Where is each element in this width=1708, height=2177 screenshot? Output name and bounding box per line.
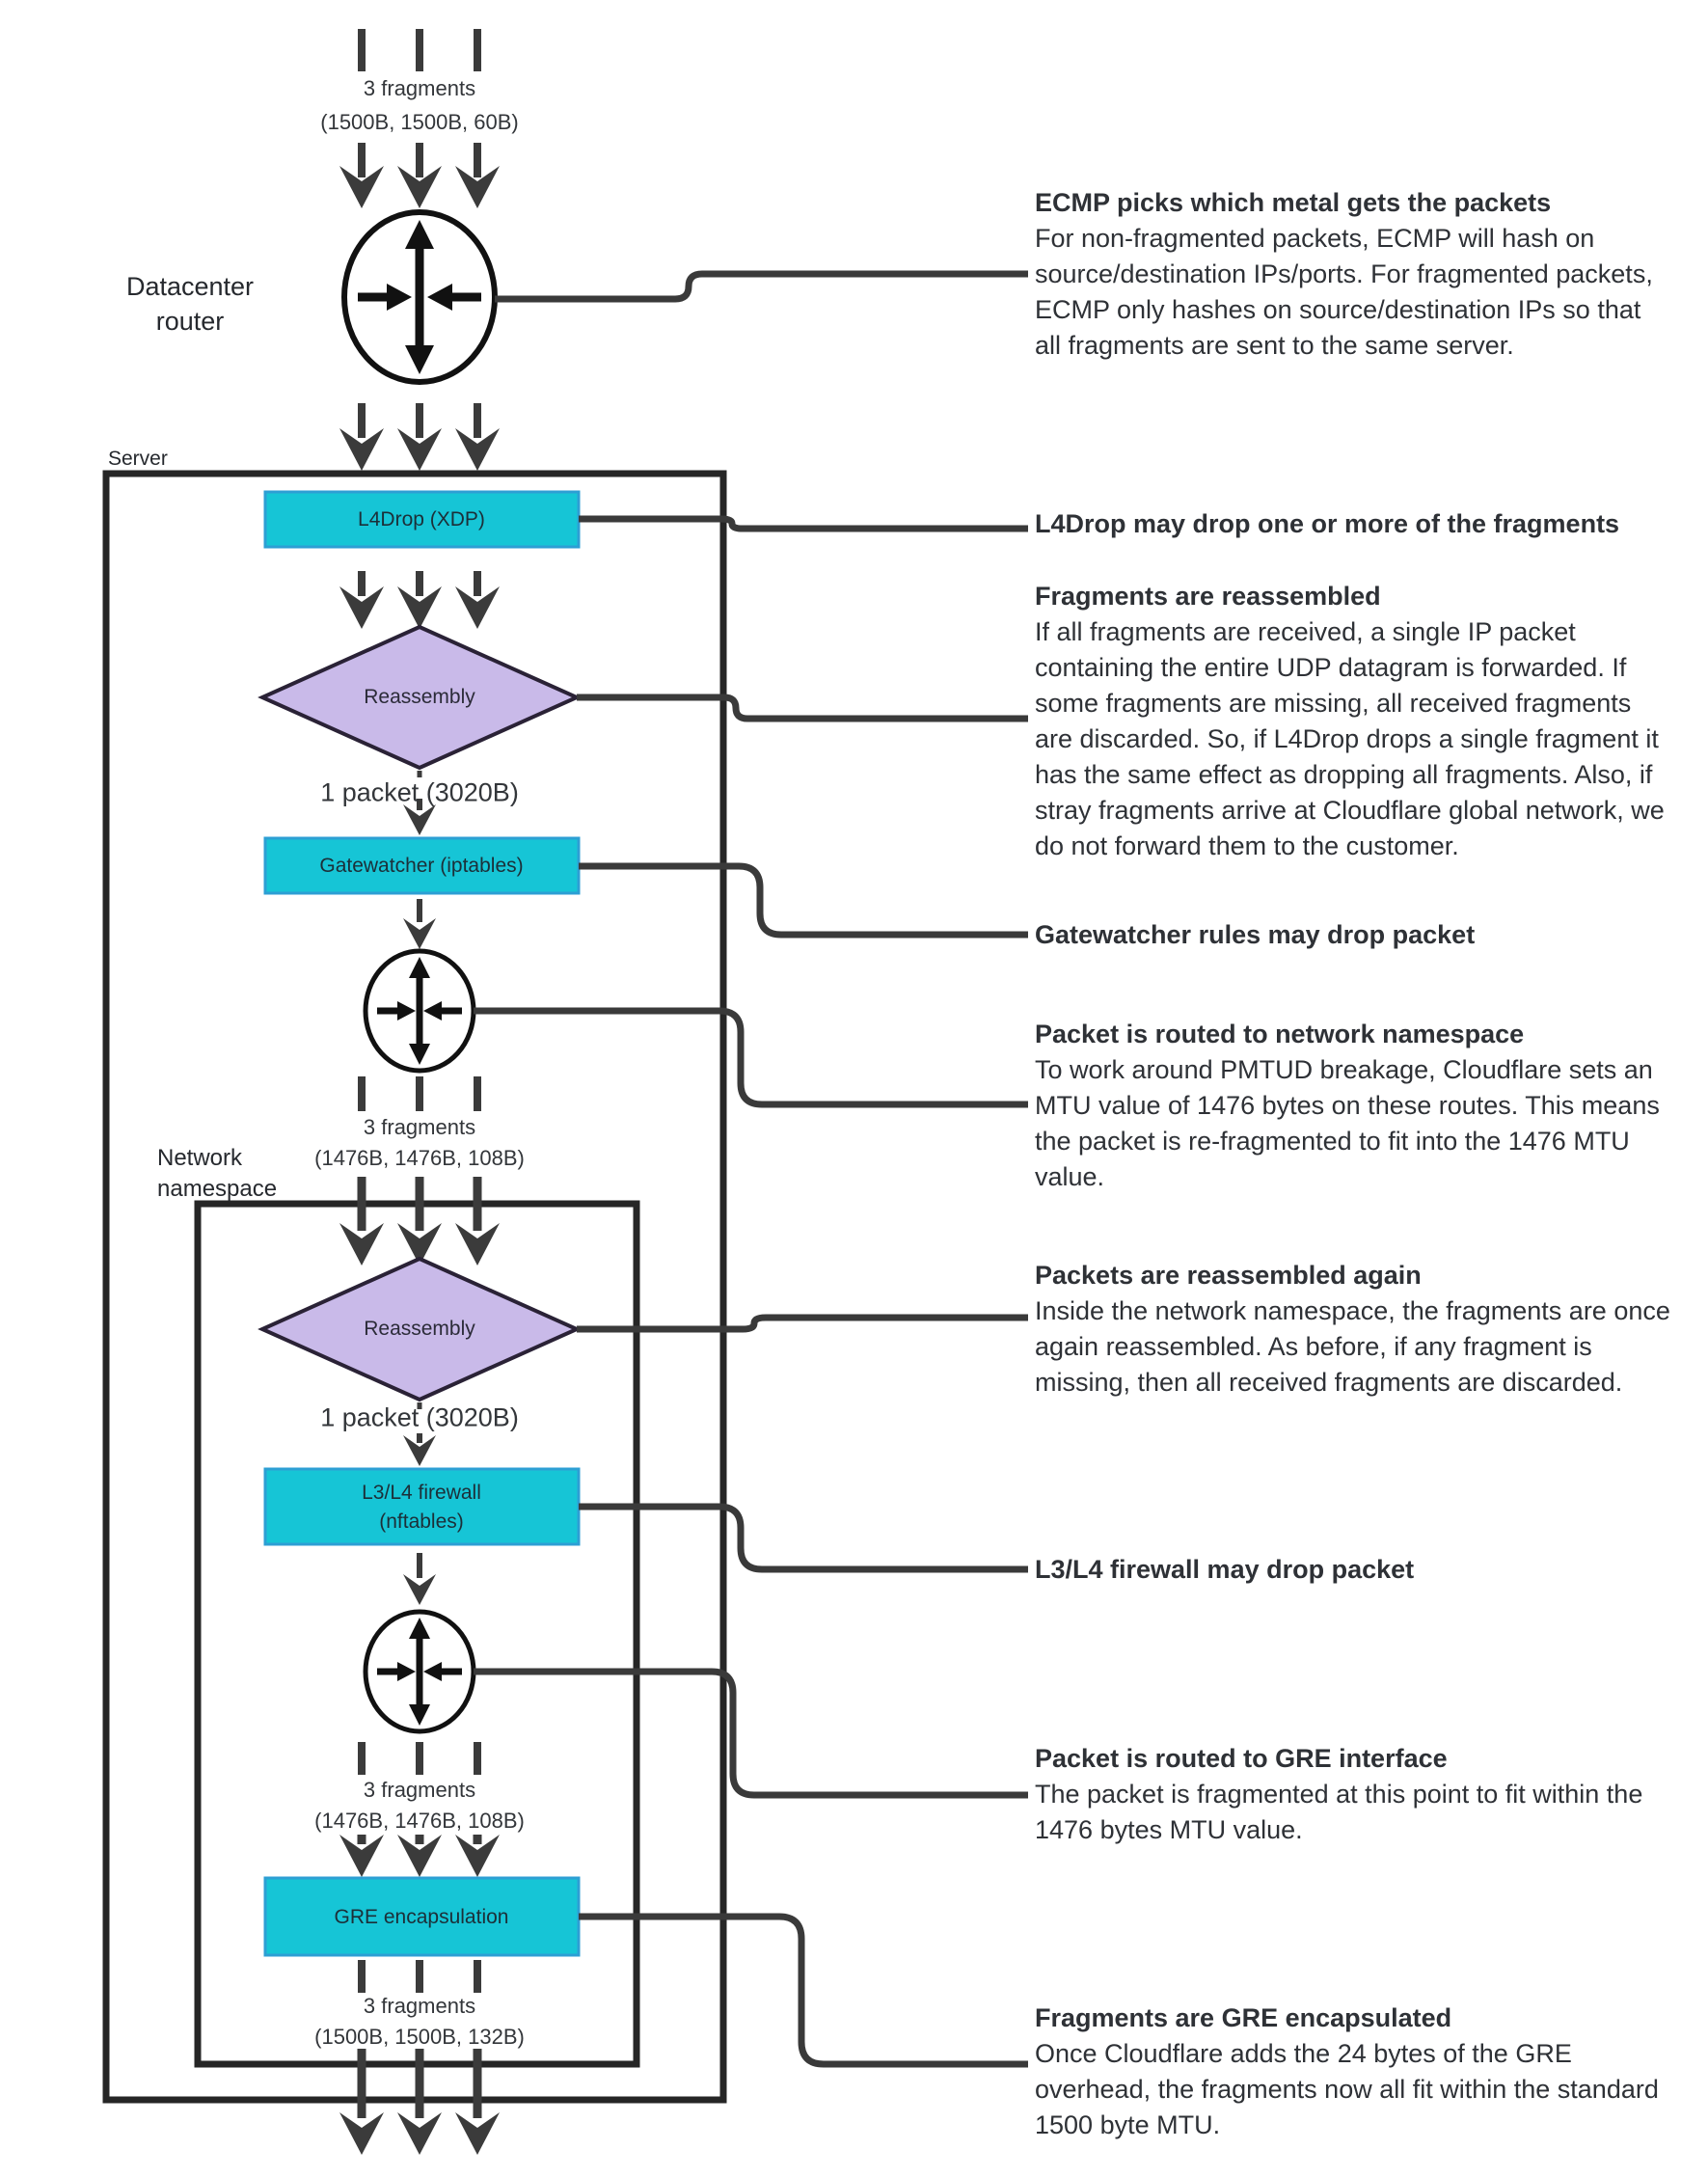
annotation-netns-route (1035, 1017, 1671, 1195)
annotation-title: Packet is routed to GRE interface (1035, 1744, 1448, 1773)
annotation-reassembly-2 (1035, 1258, 1671, 1401)
annotation-l4drop (1035, 506, 1671, 542)
connector-l3l4 (579, 1507, 1028, 1569)
l3l4-label-1: L3/L4 firewall (362, 1482, 481, 1504)
arrows-into-datacenter-router (339, 143, 500, 208)
annotation-title: Gatewatcher rules may drop packet (1035, 920, 1476, 949)
annotation-title: Packets are reassembled again (1035, 1261, 1422, 1290)
annotation-gre-encap (1035, 2000, 1671, 2143)
top-fragments-label: 3 fragments (363, 76, 476, 100)
gre-label: GRE encapsulation (334, 1906, 509, 1928)
arrow-l3l4-to-router (403, 1553, 436, 1605)
annotation-body: Inside the network namespace, the fragments are once again reassembled. As before, if any fragment is missing, then all received fragments are discarded. (1035, 1296, 1670, 1397)
gatewatcher-label: Gatewatcher (iptables) (319, 855, 524, 877)
bottom-fragments-sizes: (1500B, 1500B, 132B) (314, 2025, 525, 2049)
packet-label-2: 1 packet (3020B) (320, 1402, 519, 1432)
annotation-title: Fragments are reassembled (1035, 582, 1381, 611)
l3l4-label-2: (nftables) (379, 1510, 464, 1533)
annotation-ecmp (1035, 185, 1671, 364)
annotation-gatewatcher (1035, 917, 1671, 953)
server-label: Server (108, 448, 168, 470)
connector-reassembly-2 (577, 1318, 1028, 1329)
annotation-l3l4 (1035, 1552, 1671, 1588)
fragment-ticks-mid (362, 1076, 477, 1111)
annotation-title: Packet is routed to network namespace (1035, 1020, 1525, 1048)
arrows-into-network-namespace (339, 1177, 500, 1265)
packet-label-1: 1 packet (3020B) (320, 777, 519, 807)
arrows-into-server (339, 403, 500, 471)
reassembly-label-2: Reassembly (364, 1318, 475, 1340)
annotation-body: The packet is fragmented at this point to fit within the 1476 bytes MTU value. (1035, 1780, 1643, 1844)
arrows-out-of-server (339, 2049, 500, 2155)
annotation-body: Once Cloudflare adds the 24 bytes of the GRE overhead, the fragments now all fit within the standard 1500 byte MTU. (1035, 2039, 1659, 2139)
network-namespace-label-1: Network (157, 1145, 243, 1171)
pre-gre-fragments-label: 3 fragments (363, 1778, 476, 1802)
annotation-title: Fragments are GRE encapsulated (1035, 2003, 1452, 2032)
fragment-ticks-pre-gre (362, 1742, 477, 1775)
reassembly-label: Reassembly (364, 686, 475, 708)
top-fragments-sizes: (1500B, 1500B, 60B) (320, 110, 519, 134)
annotation-reassembly (1035, 579, 1671, 864)
bottom-fragments-label: 3 fragments (363, 1994, 476, 2018)
router-icon (366, 951, 474, 1071)
connector-ecmp (495, 274, 1028, 299)
annotation-body: To work around PMTUD breakage, Cloudflare sets an MTU value of 1476 bytes on these routes. This means the packet is re-fragmented to fit into the 1476 MTU value. (1035, 1055, 1660, 1191)
annotation-body: If all fragments are received, a single IP packet containing the entire UDP datagram is forwarded. If some fragments are missing, all received fragments are discarded. So, if L4Drop drops a single fragment it has the same effect as dropping all fragments. Also, if stray fragments arrive at Cloudflare global network, we do not forward them to the customer. (1035, 617, 1665, 860)
connector-l4drop (579, 519, 1028, 529)
datacenter-router-label-2: router (155, 307, 225, 336)
annotation-title: L4Drop may drop one or more of the fragments (1035, 509, 1620, 538)
mid-fragments-sizes: (1476B, 1476B, 108B) (314, 1146, 525, 1170)
annotation-gre-route (1035, 1741, 1671, 1848)
router-icon-2 (366, 1612, 474, 1731)
connector-gatewatcher (579, 866, 1028, 935)
pre-gre-fragments-sizes: (1476B, 1476B, 108B) (314, 1809, 525, 1833)
datacenter-router-icon (344, 212, 495, 382)
datacenter-router-label-1: Datacenter (125, 272, 255, 301)
mid-fragments-label: 3 fragments (363, 1115, 476, 1139)
connector-reassembly (577, 697, 1028, 719)
annotation-title: L3/L4 firewall may drop packet (1035, 1555, 1415, 1584)
connector-gre-encap (579, 1917, 1028, 2064)
arrow-packet-to-l3l4 (403, 1433, 436, 1466)
fragment-ticks-top (362, 29, 477, 71)
connector-gre-route (474, 1672, 1028, 1795)
fragment-ticks-bottom (362, 1960, 477, 1993)
connector-netns-route (474, 1011, 1028, 1104)
arrow-gatewatcher-to-router (403, 899, 436, 949)
network-namespace-label-2: namespace (157, 1176, 278, 1202)
annotation-title: ECMP picks which metal gets the packets (1035, 188, 1552, 217)
l4drop-label: L4Drop (XDP) (358, 508, 485, 531)
arrows-into-gre (339, 1835, 500, 1877)
arrows-l4drop-to-reassembly (339, 571, 500, 629)
annotation-body: For non-fragmented packets, ECMP will hash on source/destination IPs/ports. For fragmented packets, ECMP only hashes on source/destination IPs so that all fragments are sent to the same server. (1035, 224, 1653, 360)
